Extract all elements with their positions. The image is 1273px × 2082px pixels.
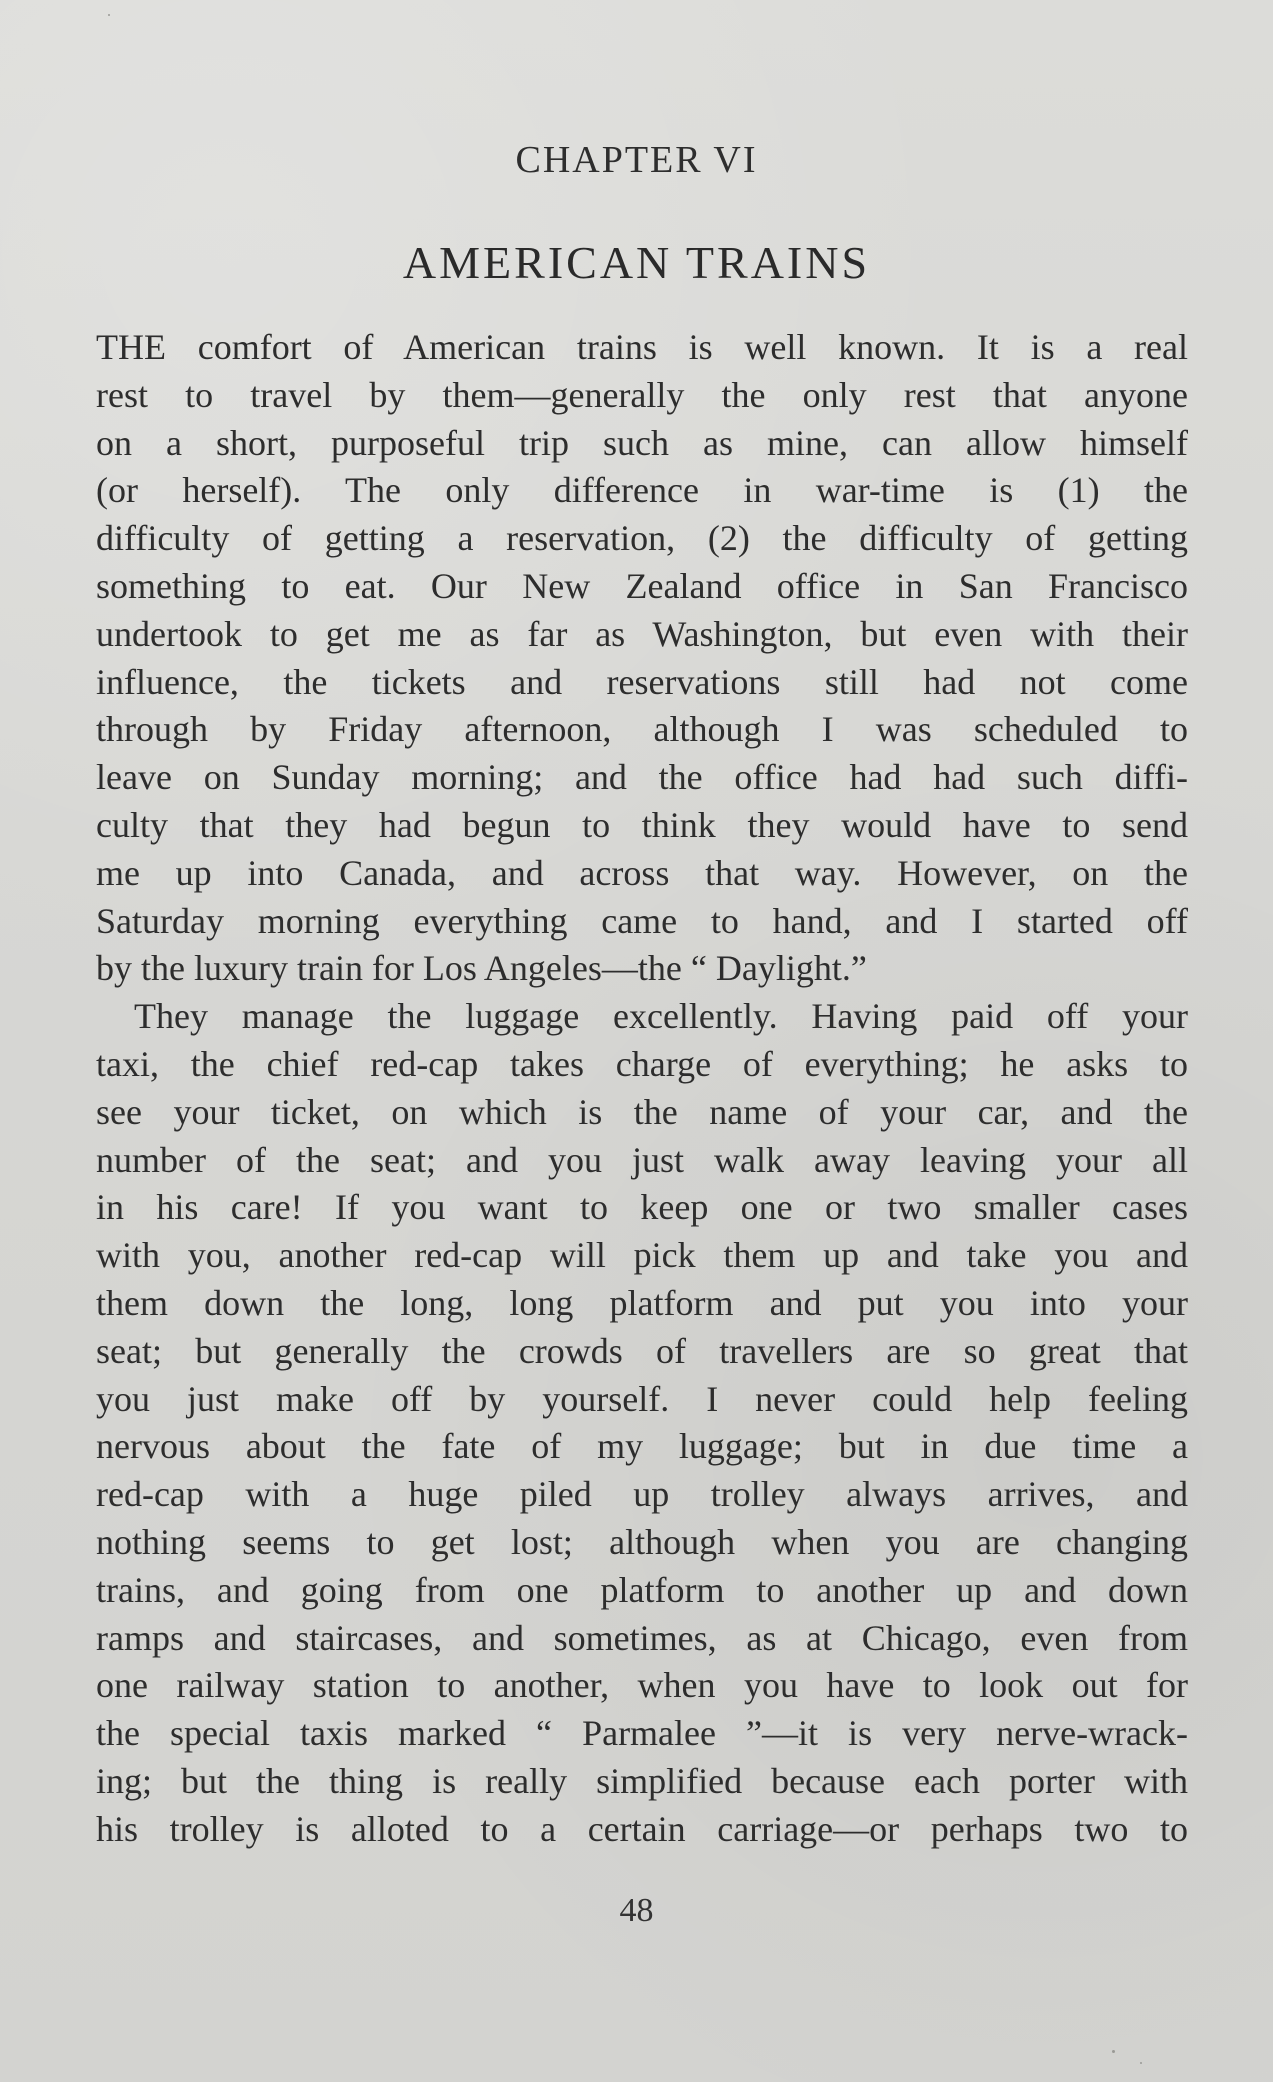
text-line: nervous about the fate of my luggage; but in due time a	[96, 1426, 1188, 1467]
text-line: see your ticket, on which is the name of your car, and the	[96, 1091, 1188, 1132]
text-line: leave on Sunday morning; and the office had had such diffi-	[96, 757, 1188, 798]
text-line: ramps and staircases, and sometimes, as at Chicago, even from	[96, 1617, 1188, 1658]
text-line: THE comfort of American trains is well known. It is a real	[96, 327, 1188, 367]
text-line: taxi, the chief red-cap takes charge of everything; he asks to	[96, 1043, 1188, 1084]
text-line: something to eat. Our New Zealand office in San Francisco	[96, 565, 1188, 606]
paper-speck	[1140, 2062, 1142, 2064]
text-line: on a short, purposeful trip such as mine, can allow himself	[96, 422, 1188, 463]
text-line: the special taxis marked “ Parmalee ”—it is very nerve-wrack-	[96, 1713, 1188, 1754]
text-line: with you, another red-cap will pick them up and take you and	[96, 1235, 1188, 1276]
text-line: seat; but generally the crowds of travellers are so great that	[96, 1330, 1188, 1371]
text-line: rest to travel by them—generally the only rest that anyone	[96, 374, 1188, 415]
text-line: me up into Canada, and across that way. However, on the	[96, 852, 1188, 893]
text-line: culty that they had begun to think they would have to send	[96, 804, 1188, 845]
paper-speck	[1112, 2050, 1115, 2053]
text-line: (or herself). The only difference in war-time is (1) the	[96, 470, 1188, 511]
paper-speck	[108, 14, 110, 16]
text-line: trains, and going from one platform to another up and down	[96, 1569, 1188, 1610]
text-line: by the luxury train for Los Angeles—the “ Daylight.”	[96, 948, 867, 989]
text-line: in his care! If you want to keep one or two smaller cases	[96, 1187, 1188, 1228]
text-line: through by Friday afternoon, although I was scheduled to	[96, 709, 1188, 750]
text-line: ing; but the thing is really simplified because each porter with	[96, 1760, 1188, 1801]
text-line: Saturday morning everything came to hand, and I started off	[96, 900, 1188, 941]
chapter-label: CHAPTER VI	[515, 139, 758, 181]
text-line: nothing seems to get lost; although when you are changing	[96, 1521, 1188, 1562]
text-line: you just make off by yourself. I never could help feeling	[96, 1378, 1188, 1419]
text-line: undertook to get me as far as Washington, but even with their	[96, 613, 1188, 654]
body-text	[96, 324, 1188, 1854]
text-line: his trolley is alloted to a certain carriage—or perhaps two to	[96, 1808, 1188, 1849]
text-line: number of the seat; and you just walk away leaving your all	[96, 1139, 1188, 1180]
text-line: difficulty of getting a reservation, (2) the difficulty of getting	[96, 518, 1188, 559]
text-line: influence, the tickets and reservations still had not come	[96, 661, 1188, 702]
text-line: one railway station to another, when you have to look out for	[96, 1665, 1188, 1706]
text-line: red-cap with a huge piled up trolley always arrives, and	[96, 1474, 1188, 1515]
page-number: 48	[619, 1892, 654, 1929]
chapter-title: AMERICAN TRAINS	[402, 237, 871, 288]
text-line: They manage the luggage excellently. Having paid off your	[134, 996, 1188, 1037]
text-line: them down the long, long platform and put you into your	[96, 1282, 1188, 1323]
